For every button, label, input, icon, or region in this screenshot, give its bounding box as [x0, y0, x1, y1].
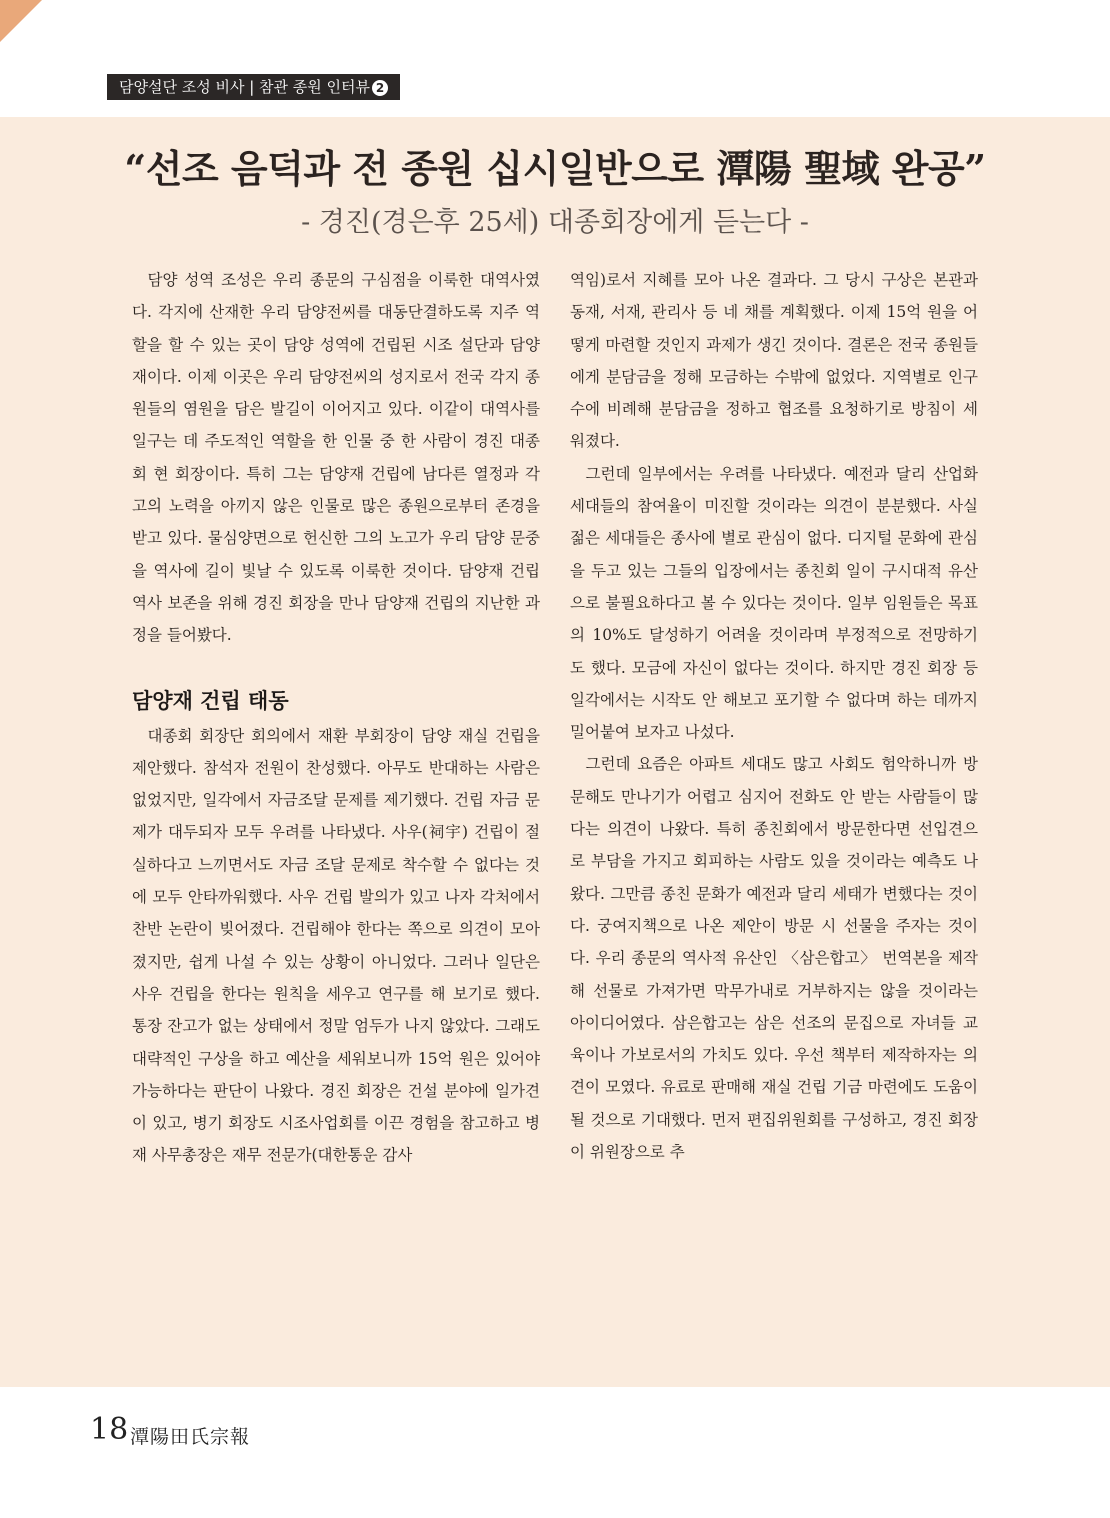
page-corner-accent [0, 0, 42, 42]
right-column [570, 264, 978, 1168]
intro-paragraph: 담양 성역 조성은 우리 종문의 구심점을 이룩한 대역사였다. 각지에 산재한 우리 담양전씨를 대동단결하도록 지주 역할을 할 수 있는 곳이 담양 성역에 건립된 시조 설단과 담양재이다. 이제 이곳은 우리 담양전씨의 성지로서 전국 각지 종원들의 염원을 담은 발길이 이어지고 있다. 이같이 대역사를 일구는 데 주도적인 역할을 한 인물 중 한 사람이 경진 대종회 현 회장이다. 특히 그는 담양재 건립에 남다른 열정과 각고의 노력을 아끼지 않은 인물로 많은 종원으로부터 존경을 받고 있다. 물심양면으로 헌신한 그의 노고가 우리 담양 문중을 역사에 길이 빛날 수 있도록 이룩한 것이다. 담양재 건립 역사 보존을 위해 경진 회장을 만나 담양재 건립의 지난한 과정을 들어봤다. [132, 271, 540, 645]
section-number-badge: 2 [372, 80, 388, 96]
body-paragraph-1: 대종회 회장단 회의에서 재환 부회장이 담양 재실 건립을 제안했다. 참석자 전원이 찬성했다. 아무도 반대하는 사람은 없었지만, 일각에서 자금조달 문제를 제기했다. 건립 자금 문제가 대두되자 모두 우려를 나타냈다. 사우(祠宇) 건립이 절실하다고 느끼면서도 자금 조달 문제로 착수할 수 없다는 것에 모두 안타까워했다. 사우 건립 발의가 있고 나자 각처에서 찬반 논란이 빚어졌다. 건립해야 한다는 쪽으로 의견이 모아졌지만, 쉽게 나설 수 있는 상황이 아니었다. 그러나 일단은 사우 건립을 한다는 원칙을 세우고 연구를 해 보기로 했다. 통장 잔고가 없는 상태에서 정말 엄두가 나지 않았다. 그래도 대략적인 구상을 하고 예산을 세워보니까 15억 원은 있어야 가능하다는 판단이 나왔다. 경진 회장은 건설 분야에 일가견이 있고, 병기 회장도 시조사업회를 이끈 경험을 참고하고 병재 사무총장은 재무 전문가(대한통운 감사 [132, 726, 540, 1165]
body-paragraph-3: 그런데 요즘은 아파트 세대도 많고 사회도 험악하니까 방문해도 만나기가 어렵고 심지어 전화도 안 받는 사람들이 많다는 의견이 나왔다. 특히 종친회에서 방문한다면 선입견으로 부담을 가지고 회피하는 사람도 있을 것이라는 예측도 나왔다. 그만큼 종친 문화가 예전과 달리 세태가 변했다는 것이다. 궁여지책으로 나온 제안이 방문 시 선물을 주자는 것이다. 우리 종문의 역사적 유산인 〈삼은합고〉 번역본을 제작해 선물로 가져가면 막무가내로 거부하지는 않을 것이라는 아이디어였다. 삼은합고는 삼은 선조의 문집으로 자녀들 교육이나 가보로서의 가치도 있다. 우선 책부터 제작하자는 의견이 모였다. 유료로 판매해 재실 건립 기금 마련에도 도움이 될 것으로 기대했다. 먼저 편집위원회를 구성하고, 경진 회장이 위원장으로 추 [570, 755, 978, 1162]
left-column [132, 264, 540, 1172]
body-paragraph-1-continued: 역임)로서 지혜를 모아 나온 결과다. 그 당시 구상은 본관과 동재, 서재, 관리사 등 네 채를 계획했다. 이제 15억 원을 어떻게 마련할 것인지 과제가 생긴 것이다. 결론은 전국 종원들에게 분담금을 정해 모금하는 수밖에 없었다. 지역별로 인구수에 비례해 분담금을 정하고 협조를 요청하기로 방침이 세워졌다. [570, 271, 978, 451]
publication-name: 潭陽田氏宗報 [130, 1426, 251, 1448]
section-heading: 담양재 건립 태동 [132, 688, 289, 713]
article-headline: “선조 음덕과 전 종원 십시일반으로 潭陽 聖域 완공” [124, 146, 986, 191]
body-paragraph-2: 그런데 일부에서는 우려를 나타냈다. 예전과 달리 산업화 세대들의 참여율이 미진할 것이라는 의견이 분분했다. 사실 젊은 세대들은 종사에 별로 관심이 없다. 디지털 문화에 관심을 두고 있는 그들의 입장에서는 종친회 일이 구시대적 유산으로 불필요하다고 볼 수 있다는 것이다. 일부 임원들은 목표의 10%도 달성하기 어려울 것이라며 부정적으로 전망하기도 했다. 모금에 자신이 없다는 것이다. 하지만 경진 회장 등 일각에서는 시작도 안 해보고 포기할 수 없다며 하는 데까지 밀어붙여 보자고 나섰다. [570, 464, 978, 742]
section-tag [107, 74, 400, 100]
section-tag-label: 담양설단 조성 비사 | 참관 종원 인터뷰 [119, 78, 371, 96]
article-subheadline: - 경진(경은후 25세) 대종회장에게 듣는다 - [301, 207, 809, 238]
page-number: 18 [90, 1412, 129, 1447]
